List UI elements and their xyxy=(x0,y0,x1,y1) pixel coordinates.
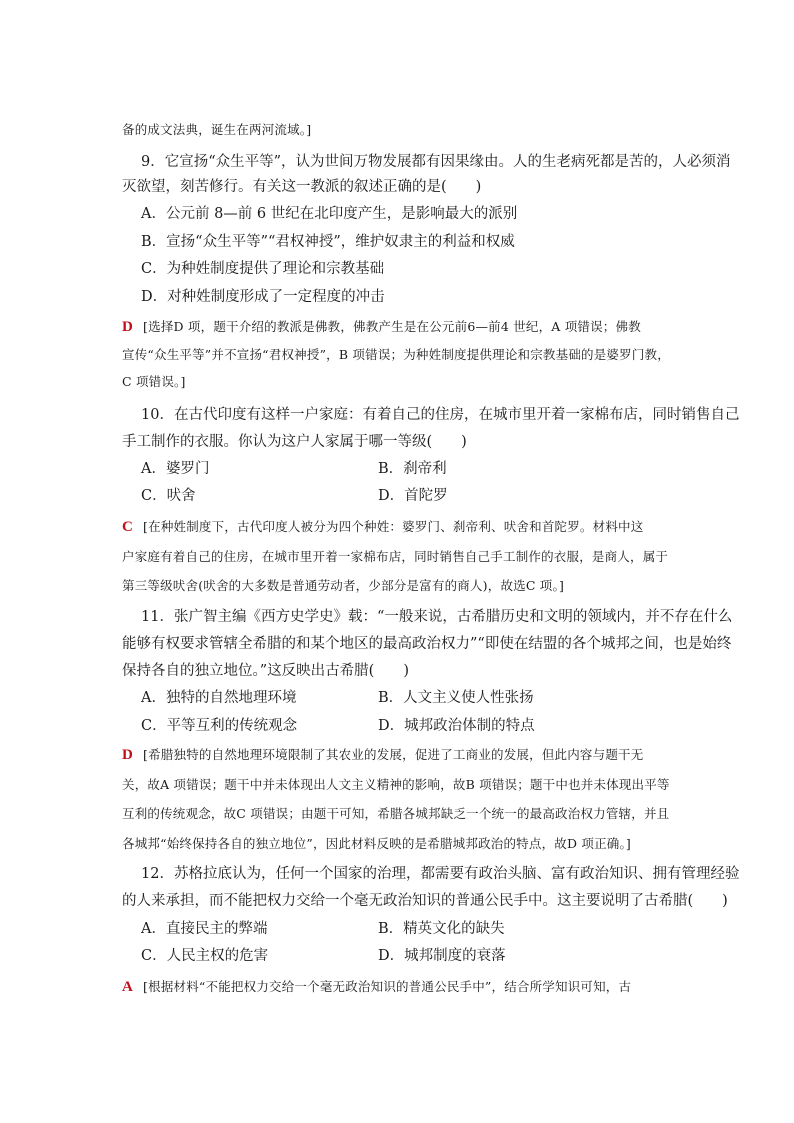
option-d: D．对种姓制度形成了一定程度的冲击 xyxy=(141,289,385,305)
question-stem-line: 能够有权要求管辖全希腊的和某个地区的最高政治权力”“即使在结盟的各个城邦之间，也是始终 xyxy=(122,636,732,652)
answer-letter: A xyxy=(122,979,134,995)
option-c: C．平等互利的传统观念 xyxy=(141,718,298,734)
answer-explanation-line: C [在种姓制度下，古代印度人被分为四个种姓：婆罗门、刹帝利、吠舍和首陀罗。材料中这 xyxy=(122,519,644,535)
option-a: A．婆罗门 xyxy=(141,461,210,477)
question-stem-line: 保持各自的独立地位。”这反映出古希腊( ) xyxy=(122,663,409,679)
option-a: A．公元前 8—前 6 世纪在北印度产生，是影响最大的派别 xyxy=(141,206,518,222)
answer-explanation-line: D [希腊独特的自然地理环境限制了其农业的发展，促进了工商业的发展，但此内容与题干无 xyxy=(122,747,644,763)
option-a: A．直接民主的弊端 xyxy=(141,921,268,937)
answer-explanation-line: 宣传“众生平等”并不宣扬“君权神授”，B 项错误；为种姓制度提供理论和宗教基础的是婆罗门教， xyxy=(122,347,670,362)
answer-explanation-line: 互利的传统观念，故C 项错误；由题干可知，希腊各城邦缺乏一个统一的最高政治权力管辖，并且 xyxy=(122,806,670,821)
option-c: C．人民主权的危害 xyxy=(141,948,269,964)
option-b: B．人文主义使人性张扬 xyxy=(378,690,534,706)
option-c: C．吠舍 xyxy=(141,488,196,504)
question-stem-line: 9．它宣扬“众生平等”，认为世间万物发展都有因果缘由。人的生老病死都是苦的，人必须消 xyxy=(141,154,731,170)
option-b: B．精英文化的缺失 xyxy=(378,921,505,937)
answer-explanation-line: 关，故A 项错误；题干中并未体现出人文主义精神的影响，故B 项错误；题干中也并未体现出平等 xyxy=(122,777,670,792)
option-c: C．为种姓制度提供了理论和宗教基础 xyxy=(141,261,385,277)
answer-letter: D xyxy=(122,747,134,763)
question-stem-line: 11．张广智主编《西方史学史》载：“一般来说，古希腊历史和文明的领域内，并不存在什么 xyxy=(141,609,733,625)
option-a: A．独特的自然地理环境 xyxy=(141,690,297,706)
question-stem-line: 手工制作的衣服。你认为这户人家属于哪一等级( ) xyxy=(122,434,467,450)
answer-explanation-line: A [根据材料“不能把权力交给一个毫无政治知识的普通公民手中”，结合所学知识可知，古 xyxy=(122,979,632,995)
option-d: D．首陀罗 xyxy=(378,488,448,504)
question-stem-line: 的人来承担，而不能把权力交给一个毫无政治知识的普通公民手中。这主要说明了古希腊( ) xyxy=(122,893,728,909)
question-stem-line: 灭欲望，刻苦修行。有关这一教派的叙述正确的是( ) xyxy=(122,179,482,195)
answer-explanation-line: 各城邦“始终保持各自的独立地位”，因此材料反映的是希腊城邦政治的特点，故D 项正确。] xyxy=(122,836,632,851)
answer-explanation-line: 户家庭有着自己的住房，在城市里开着一家棉布店，同时销售自己手工制作的衣服，是商人，属于 xyxy=(122,549,669,564)
answer-explanation-line: C 项错误。] xyxy=(122,374,186,389)
option-d: D．城邦政治体制的特点 xyxy=(378,718,535,734)
option-d: D．城邦制度的衰落 xyxy=(378,948,506,964)
answer-letter: C xyxy=(122,519,134,535)
question-stem-line: 10．在古代印度有这样一户家庭：有着自己的住房，在城市里开着一家棉布店，同时销售自己 xyxy=(141,407,740,423)
previous-explanation-end: 备的成文法典，诞生在两河流域。] xyxy=(122,122,312,137)
option-b: B．宣扬“众生平等”“君权神授”，维护奴隶主的利益和权威 xyxy=(141,234,515,250)
answer-explanation-line: 第三等级吠舍(吠舍的大多数是普通劳动者，少部分是富有的商人)，故选C 项。] xyxy=(122,578,565,593)
answer-explanation-line: D [选择D 项，题干介绍的教派是佛教，佛教产生是在公元前6—前4 世纪，A 项错误；佛教 xyxy=(122,319,641,335)
answer-letter: D xyxy=(122,319,134,335)
option-b: B．刹帝利 xyxy=(378,461,447,477)
question-stem-line: 12．苏格拉底认为，任何一个国家的治理，都需要有政治头脑、富有政治知识、拥有管理经验 xyxy=(141,866,740,882)
